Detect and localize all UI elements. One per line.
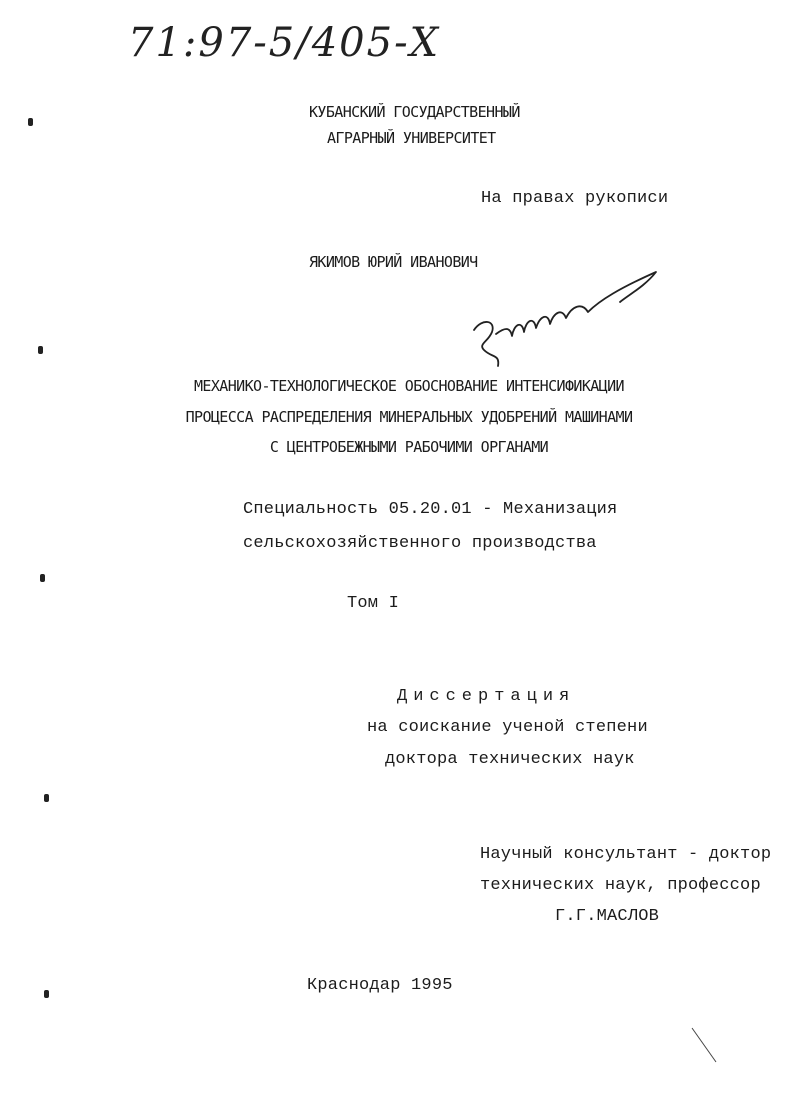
margin-dot [28, 118, 33, 126]
dissertation-field-line: доктора технических наук [385, 750, 635, 769]
author-signature [470, 262, 670, 372]
title-line-3: С ЦЕНТРОБЕЖНЫМИ РАБОЧИМИ ОРГАНАМИ [269, 438, 549, 456]
archive-code: 71:97-5/405-Х [128, 20, 441, 66]
institution-line-1: КУБАНСКИЙ ГОСУДАРСТВЕННЫЙ [309, 103, 520, 121]
consultant-name: Г.Г.МАСЛОВ [555, 907, 660, 926]
margin-dot [44, 794, 49, 802]
dissertation-degree-line: на соискание ученой степени [367, 718, 648, 737]
institution-line-2: АГРАРНЫЙ УНИВЕРСИТЕТ [327, 129, 496, 147]
title-line-1: МЕХАНИКО-ТЕХНОЛОГИЧЕСКОЕ ОБОСНОВАНИЕ ИНТЕНСИФИКАЦИИ [194, 377, 624, 395]
specialty-line-1: Специальность 05.20.01 - Механизация [243, 500, 618, 519]
margin-dot [44, 990, 49, 998]
title-line-2: ПРОЦЕССА РАСПРЕДЕЛЕНИЯ МИНЕРАЛЬНЫХ УДОБРЕНИЙ МАШИНАМИ [185, 408, 633, 426]
consultant-line-2: технических наук, профессор [480, 876, 761, 895]
consultant-line-1: Научный консультант - доктор [480, 845, 772, 864]
margin-dot [38, 346, 43, 354]
place-year: Краснодар 1995 [307, 976, 453, 995]
pen-mark [690, 1026, 720, 1066]
volume-label: Том I [347, 594, 400, 613]
rights-note: На правах рукописи [481, 189, 669, 208]
author-name: ЯКИМОВ ЮРИЙ ИВАНОВИЧ [309, 253, 478, 271]
specialty-line-2: сельскохозяйственного производства [243, 534, 597, 553]
dissertation-heading: Диссертация [397, 687, 576, 706]
margin-dot [40, 574, 45, 582]
